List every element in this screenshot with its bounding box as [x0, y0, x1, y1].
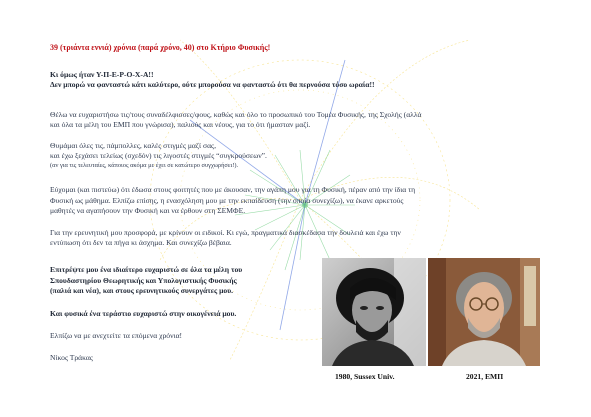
- page-title: 39 (τριάντα εννιά) χρόνια (παρά χρόνο, 40) στο Κτήριο Φυσικής!: [50, 43, 271, 52]
- headline-line-1: Κι όμως ήταν Υ-Π-Ε-Ρ-Ο-Χ-Α!!: [50, 70, 154, 79]
- photo-2021-caption: 2021, ΕΜΠ: [466, 372, 504, 381]
- closing-line: Ελπίζω να με ανεχτείτε τα επόμενα χρόνια!: [50, 331, 183, 340]
- photo-1980-caption: 1980, Sussex Univ.: [335, 372, 395, 381]
- students-line-3: μαθητές να αγαπήσουν την Φυσική και να έρθουν στη ΣΕΜΦΕ.: [50, 206, 246, 215]
- thanks-line-1: Θέλω να ευχαριστήσω τις/τους συναδέλφισσες/φους, καθώς και όλο το προσωπικό του Τομέα Φυσικής, της Σχολής (αλλά: [50, 110, 422, 119]
- photo-1980: [322, 258, 426, 366]
- memories-line-1: Θυμάμαι όλες τις, πάμπολλες, καλές στιγμές μαζί σας,: [50, 141, 216, 150]
- photo-2021: [428, 258, 540, 366]
- family-thanks: Και φυσικά ένα τεράστιο ευχαριστώ στην οικογένειά μου.: [50, 309, 237, 318]
- special-thanks-line-1: Επιτρέψτε μου ένα ιδιαίτερο ευχαριστώ σε όλα τα μέλη του: [50, 265, 243, 274]
- memories-line-2: και έχω ξεχάσει τελείως (σχεδόν) τις λιγοστές στιγμές “συγκρούσεων”.: [50, 151, 267, 160]
- signature: Νίκος Τράκας: [50, 353, 93, 362]
- special-thanks-line-3: (παλιά και νέα), και στους ερευνητικούς συνεργάτες μου.: [50, 286, 234, 295]
- students-line-2: Φυσική ως μάθημα. Ελπίζω επίσης, η ενασχόληση μου με την εκπαίδευση (την οποία συνεχίζω), να έκανε αρκετούς: [50, 196, 404, 205]
- students-line-1: Εύχομαι (και πιστεύω) ότι έδωσα στους φοιτητές που με άκουσαν, την αγάπη μου για τη Φυσική, πέραν από την ίδια τη: [50, 185, 416, 194]
- research-line-2: εντύπωση ότι δεν τα πήγα κι άσχημα. Και συνεχίζω βέβαια.: [50, 238, 232, 247]
- research-line-1: Για την ερευνητική μου προσφορά, με κρίνουν οι ειδικοί. Κι εγώ, πραγματικά διασκέδασα την δουλειά και έχω την: [50, 228, 401, 237]
- thanks-line-2: και όλα τα μέλη του ΕΜΠ που γνώρισα), παλιούς και νέους, για το ότι ήμασταν μαζί.: [50, 120, 311, 129]
- headline-line-2: Δεν μπορώ να φανταστώ κάτι καλύτερο, ούτε μπορούσα να φανταστώ ότι θα περνούσα τόσο ωραία!!: [50, 80, 375, 89]
- special-thanks-line-2: Σπουδαστηρίου Θεωρητικής και Υπολογιστικής Φυσικής: [50, 276, 237, 285]
- memories-note: (αν για τις τελευταίες, κάποιος ακόμα με έχει σε κατώτερο συγχωρήσει!).: [50, 162, 239, 169]
